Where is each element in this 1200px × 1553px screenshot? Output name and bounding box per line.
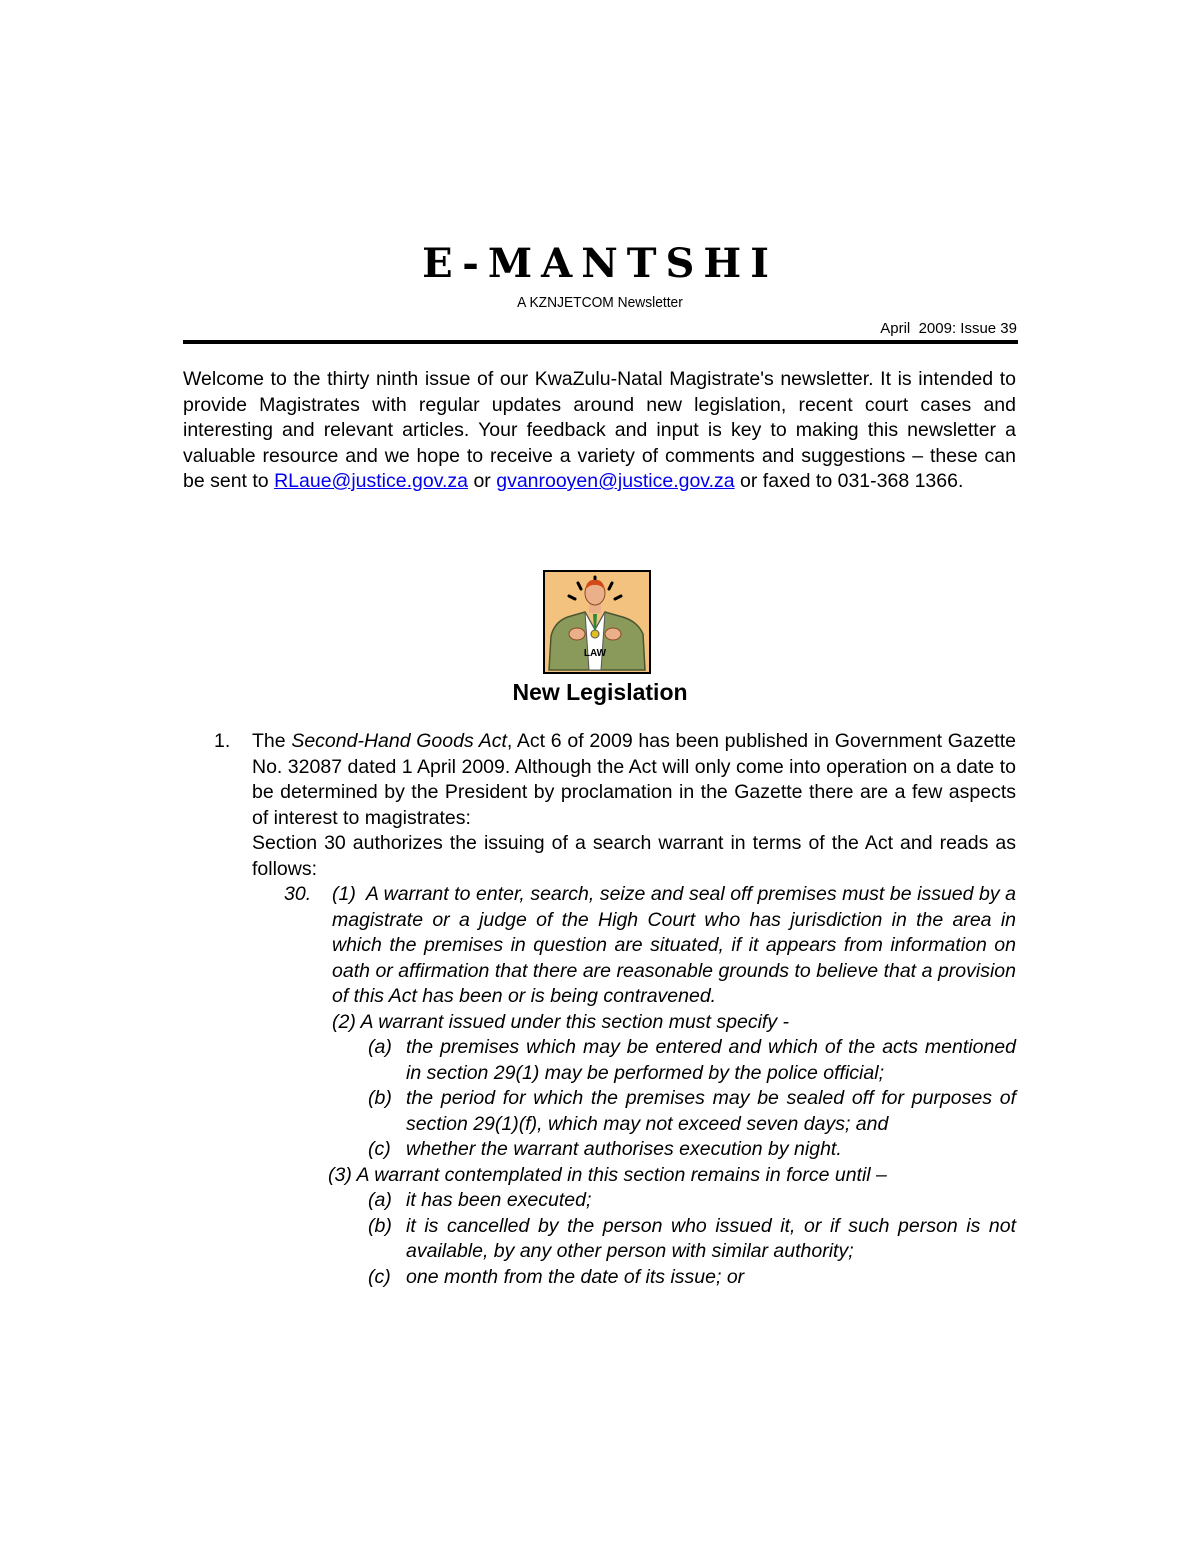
illustration-caption: LAW (583, 648, 607, 659)
item-text: it has been executed; (406, 1189, 592, 1211)
item-body (252, 729, 1016, 1290)
item-text: , Act 6 of 2009 has been published in Government Gazette No. 32087 dated 1 April 2009. Although the Act will only come into operation on a date to be determined by the President by proclamation in the Gazette there are a few aspects of interest to magistrates: (252, 730, 1016, 829)
subsection-1 (252, 882, 1016, 1010)
item-label: (a) (368, 1036, 392, 1058)
section-30-quote (252, 882, 1016, 1290)
legislation-item (214, 729, 1016, 1290)
intro-text: Welcome to the thirty ninth issue of our KwaZulu-Natal Magistrate's newsletter. It is intended to provide Magistrates with regular updates around new legislation, recent court cases and interesting and relevant articles. Your feedback and input is key to making this newsletter a valuable resource and we hope to receive a variety of comments and suggestions – these can be sent to (183, 368, 1016, 492)
subsection-2: (2) A warrant issued under this section must specify - (332, 1010, 789, 1033)
item-text: the premises which may be entered and which of the acts mentioned in section 29(1) may be performed by the police official; (406, 1036, 1016, 1084)
section-number: 30. (284, 883, 312, 905)
intro-paragraph (183, 367, 1016, 495)
email-link-gvanrooyen[interactable]: gvanrooyen@justice.gov.za (496, 470, 735, 492)
masthead-title: E-MANTSHI (422, 240, 778, 287)
issue-info: April 2009: Issue 39 (880, 320, 1017, 337)
law-man-illustration (543, 570, 651, 674)
subsection-item (368, 1086, 1016, 1137)
subsection-item (368, 1137, 1016, 1163)
item-label: (b) (368, 1214, 392, 1237)
masthead-subtitle: A KZNJETCOM Newsletter (517, 294, 683, 311)
header-rule (183, 340, 1018, 344)
item-number: 1. (214, 730, 231, 752)
email-link-rlaue[interactable]: RLaue@justice.gov.za (274, 470, 469, 492)
subsection-item (368, 1214, 1016, 1265)
subsection-item (368, 1035, 1016, 1086)
law-man-icon (545, 572, 649, 672)
item-text: the period for which the premises may be sealed off for purposes of section 29(1)(f), which may not exceed seven days; and (406, 1087, 1016, 1135)
item-label: (a) (368, 1189, 392, 1211)
item-label: (c) (368, 1138, 391, 1160)
item-text: The (252, 730, 292, 752)
subsection-text: A warrant to enter, search, seize and seal off premises must be issued by a magistrate or a judge of the High Court who has jurisdiction in the area in which the premises in question are situated, if it appears from information on oath or affirmation that there are reasonable grounds to believe that a provision of this Act has been or is being contravened. (332, 883, 1016, 1007)
subsection-label: (1) (332, 883, 356, 905)
item-paragraph: Section 30 authorizes the issuing of a search warrant in terms of the Act and reads as follows: (252, 832, 1016, 880)
intro-text: or faxed to 031-368 1366. (734, 470, 964, 492)
item-label: (c) (368, 1265, 391, 1288)
section-heading: New Legislation (512, 679, 688, 705)
item-label: (b) (368, 1087, 392, 1109)
item-text: one month from the date of its issue; or (406, 1265, 745, 1288)
item-text: whether the warrant authorises execution by night. (406, 1138, 842, 1160)
item-paragraph (252, 729, 1016, 831)
subsection-3: (3) A warrant contemplated in this section remains in force until – (328, 1163, 887, 1186)
item-text: it is cancelled by the person who issued it, or if such person is not available, by any other person with similar authority; (406, 1214, 1016, 1262)
intro-text: or (468, 470, 497, 492)
subsection-item (368, 1265, 1016, 1291)
act-name: Second-Hand Goods Act (291, 730, 507, 752)
subsection-item (368, 1188, 1016, 1214)
